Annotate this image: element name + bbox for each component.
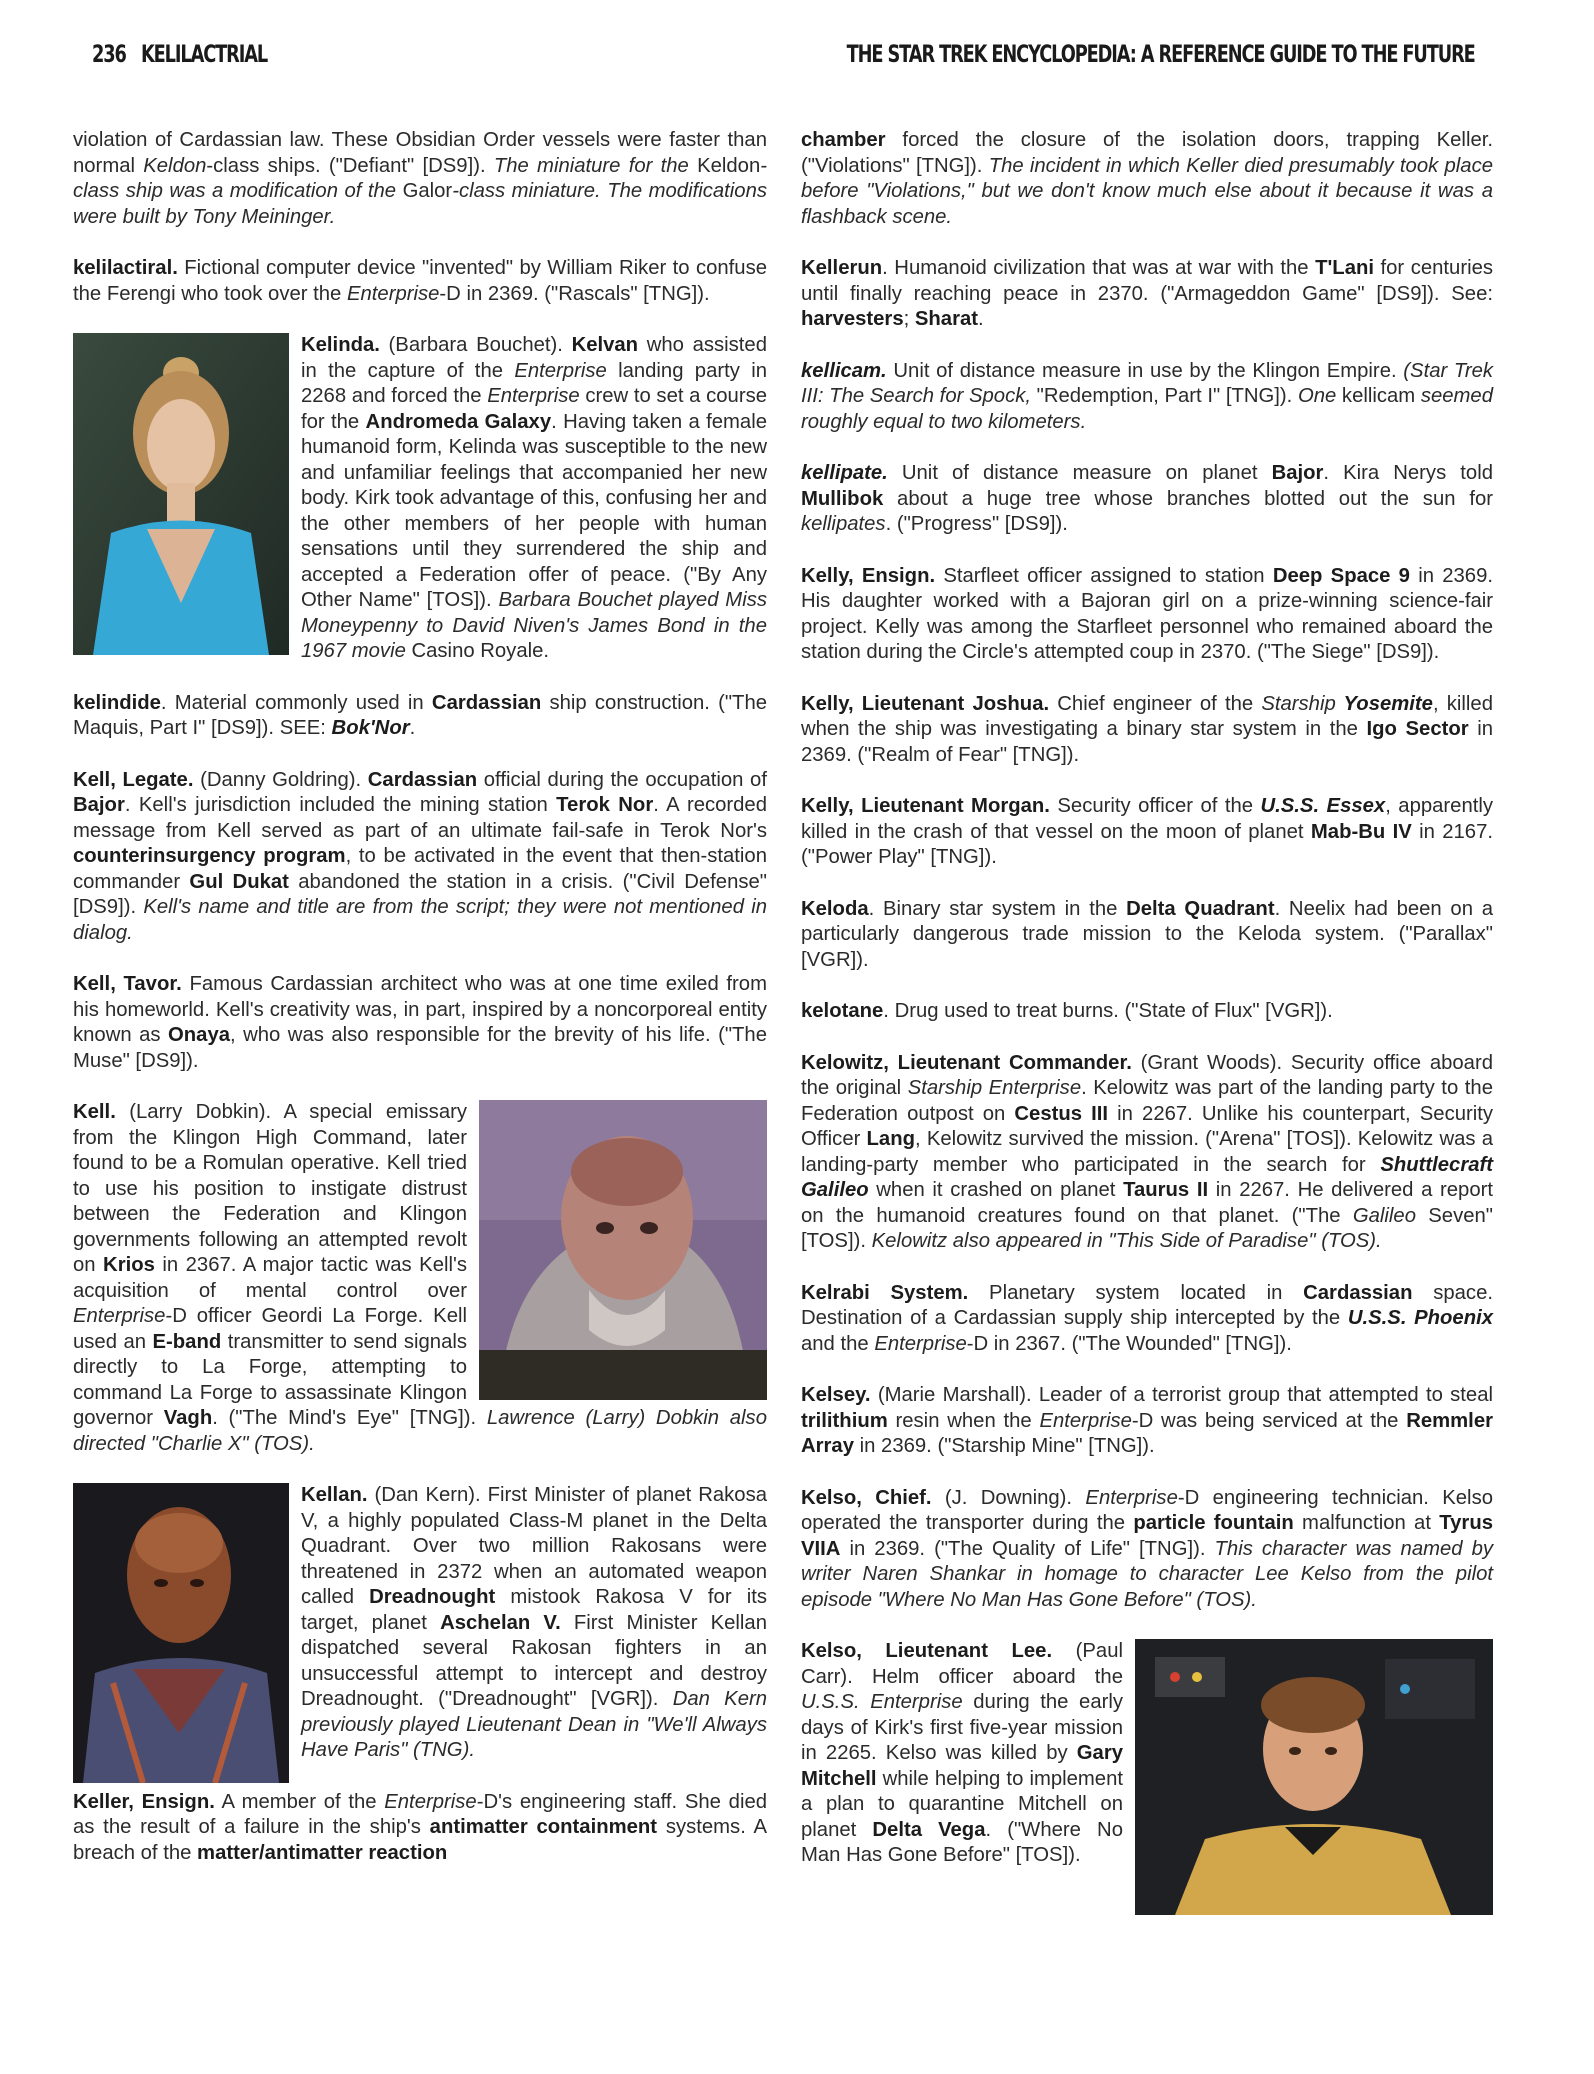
entry-kelindide: kelindide. Material commonly used in Cardassian ship construction. ("The Maquis, Part I" [DS9]). SEE: Bok'Nor. [73, 691, 767, 739]
entry-kelilactiral: kelilactiral. Fictional computer device "invented" by William Riker to confuse the Ferengi who took over the Enterprise-D in 2369. ("Rascals" [TNG]). [73, 257, 767, 305]
entry-kelly-ensign: Kelly, Ensign. Starfleet officer assigned to station Deep Space 9 in 2369. His daughter worked with a Bajoran girl on a prize-winning science-fair project. Kelly was among the Starfleet personnel who remained aboard the station during the Circle's attempted coup in 2370. ("The Siege" [DS9]). [801, 564, 1493, 663]
entry-kelinda: Kelinda. (Barbara Bouchet). Kelvan who assisted in the capture of the Enterprise landing party in 2268 and forced the Enterprise crew to set a course for the Andromeda Galaxy. Having taken a female humanoid form, Kelinda was susceptible to the new and unfamiliar feelings that accompanied her new body. Kirk took advantage of this, confusing her and the other members of her people with human sensations until they surrendered the ship and accepted a Federation offer of peace. ("By Any Other Name" [TOS]). Barbara Bouchet played Miss Moneypenny to David Niven's James Bond in the 1967 movie Casino Royale. [73, 333, 767, 665]
entry-kellicam: kellicam. Unit of distance measure in use by the Klingon Empire. (Star Trek III: The Search for Spock, "Redemption, Part I" [TNG]). One kellicam seemed roughly equal to two kilometers. [801, 359, 1493, 433]
entry-obsidian-order-continued: violation of Cardassian law. These Obsidian Order vessels were faster than normal Keldon-class ships. ("Defiant" [DS9]). The miniature for the Keldon-class ship was a modification of the Galor-class miniature. The modifications were built by Tony Meininger. [73, 129, 767, 228]
entry-kell-legate: Kell, Legate. (Danny Goldring). Cardassian official during the occupation of Bajor. Kell's jurisdiction included the mining station Terok Nor. A recorded message from Kell served as part of an ultimate fail-safe in Terok Nor's counterinsurgency program, to be activated in the event that then-station commander Gul Dukat abandoned the station in a crisis. ("Civil Defense" [DS9]). Kell's name and title are from the script; they were not mentioned in dialog. [73, 768, 767, 944]
entry-kell: Kell. (Larry Dobkin). A special emissary from the Klingon High Command, later found to be a Romulan operative. Kell tried to use his position to instigate distrust between the Federation and Klingon governments following an attempted revolt on Krios in 2367. A major tactic was Kell's acquisition of mental control over Enterprise-D officer Geordi La Forge. Kell used an E-band transmitter to send signals directly to La Forge, attempting to command La Forge to assassinate Klingon governor Vagh. ("The Mind's Eye" [TNG]). Lawrence (Larry) Dobkin also directed "Charlie X" (TOS). [73, 1101, 767, 1455]
entry-keloda: Keloda. Binary star system in the Delta Quadrant. Neelix had been on a particularly dangerous trade mission to the Keloda system. ("Parallax" [VGR]). [801, 897, 1493, 971]
page-header-left [92, 40, 267, 76]
left-column [73, 128, 767, 1892]
entry-keller-continued: chamber forced the closure of the isolation doors, trapping Keller. ("Violations" [TNG]). The incident in which Keller died presumably took place before "Violations," but we don't know much else about it because it was a flashback scene. [801, 129, 1493, 228]
running-head: KELILACTRIAL [140, 40, 268, 68]
kellan-photo [73, 1483, 289, 1783]
entry-kelotane: kelotane. Drug used to treat burns. ("State of Flux" [VGR]). [801, 1000, 1333, 1022]
kelso-photo [1135, 1639, 1493, 1915]
page-number: 236 [92, 40, 126, 68]
right-column [801, 128, 1493, 1921]
entry-keller-ensign: Keller, Ensign. A member of the Enterprise-D's engineering staff. She died as the result of a failure in the ship's antimatter containment systems. A breach of the matter/antimatter reaction [73, 1790, 768, 1864]
entry-kellan: Kellan. (Dan Kern). First Minister of planet Rakosa V, a highly populated Class-M planet in the Delta Quadrant. Over two million Rakosans were threatened in 2372 when an automated weapon called Dreadnought mistook Rakosa V for its target, planet Aschelan V. First Minister Kellan dispatched several Rakosan fighters in an unsuccessful attempt to intercept and destroy Dreadnought. ("Dreadnought" [VGR]). Dan Kern previously played Lieutenant Dean in "We'll Always Have Paris" (TNG). [73, 1483, 767, 1764]
kelinda-photo [73, 333, 289, 655]
entry-kelly-joshua: Kelly, Lieutenant Joshua. Chief engineer of the Starship Yosemite, killed when the ship was investigating a binary star system in the Igo Sector in 2369. ("Realm of Fear" [TNG]). [801, 692, 1493, 766]
kell-photo [479, 1100, 767, 1400]
entry-kellipate: kellipate. Unit of distance measure on planet Bajor. Kira Nerys told Mullibok about a huge tree whose branches blotted out the sun for kellipates. ("Progress" [DS9]). [801, 462, 1493, 535]
entry-kelrabi-system: Kelrabi System. Planetary system located in Cardassian space. Destination of a Cardassian supply ship intercepted by the U.S.S. Phoenix and the Enterprise-D in 2367. ("The Wounded" [TNG]). [801, 1281, 1493, 1355]
entry-kelso-chief: Kelso, Chief. (J. Downing). Enterprise-D engineering technician. Kelso operated the transporter during the particle fountain malfunction at Tyrus VIIA in 2369. ("The Quality of Life" [TNG]). This character was named by writer Naren Shankar in homage to character Lee Kelso from the pilot episode "Where No Man Has Gone Before" (TOS). [801, 1486, 1493, 1611]
entry-kelowitz: Kelowitz, Lieutenant Commander. (Grant Woods). Security office aboard the original Starship Enterprise. Kelowitz was part of the landing party to the Federation outpost on Cestus III in 2267. Unlike his counterpart, Security Officer Lang, Kelowitz survived the mission. ("Arena" [TOS]). Kelowitz was a landing-party member who participated in the search for Shuttlecraft Galileo when it crashed on planet Taurus II in 2267. He delivered a report on the humanoid creatures found on that planet. ("The Galileo Seven" [TOS]). Kelowitz also appeared in "This Side of Paradise" (TOS). [801, 1051, 1494, 1252]
entry-kelsey: Kelsey. (Marie Marshall). Leader of a terrorist group that attempted to steal trilithium resin when the Enterprise-D was being serviced at the Remmler Array in 2369. ("Starship Mine" [TNG]). [801, 1384, 1493, 1457]
entry-kellerun: Kellerun. Humanoid civilization that was at war with the T'Lani for centuries until finally reaching peace in 2370. ("Armageddon Game" [DS9]). See: harvesters; Sharat. [801, 257, 1494, 330]
book-title: THE STAR TREK ENCYCLOPEDIA: A REFERENCE GUIDE TO THE FUTURE [846, 40, 1475, 68]
entry-kelly-morgan: Kelly, Lieutenant Morgan. Security officer of the U.S.S. Essex, apparently killed in the crash of that vessel on the moon of planet Mab-Bu IV in 2167. ("Power Play" [TNG]). [801, 795, 1494, 868]
entry-kell-tavor: Kell, Tavor. Famous Cardassian architect who was at one time exiled from his homeworld. Kell's creativity was, in part, inspired by a noncorporeal entity known as Onaya, who was also responsible for the brevity of his life. ("The Muse" [DS9]). [73, 973, 767, 1072]
entry-kelso-lee: Kelso, Lieutenant Lee. (Paul Carr). Helm officer aboard the U.S.S. Enterprise during the early days of Kirk's first five-year mission in 2265. Kelso was killed by Gary Mitchell while helping to implement a plan to quarantine Mitchell on planet Delta Vega. ("Where No Man Has Gone Before" [TOS]). [801, 1639, 1493, 1869]
